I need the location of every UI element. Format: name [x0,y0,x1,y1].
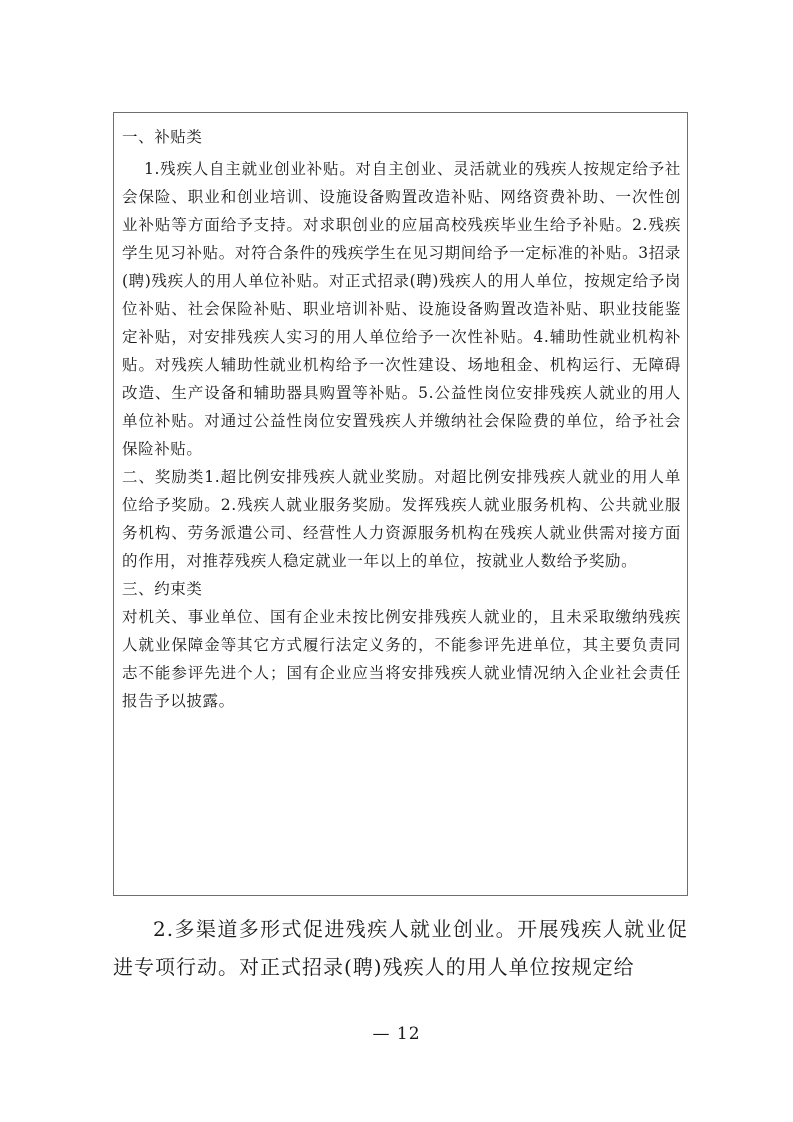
constraint-paragraph: 对机关、事业单位、国有企业未按比例安排残疾人就业的，且未采取缴纳残疾人就业保障金等其它方式履行法定义务的，不能参评先进单位，其主要负责同志不能参评先进个人；国有企业应当将安排残疾人就业情况纳入企业社会责任报告予以披露。 [122,608,681,710]
reward-paragraph: 二、奖励类1.超比例安排残疾人就业奖励。对超比例安排残疾人就业的用人单位给予奖励。2.残疾人就业服务奖励。发挥残疾人就业服务机构、公共就业服务机构、劳务派遣公司、经营性人力资源服务机构在残疾人就业供需对接方面的作用，对推荐残疾人稳定就业一年以上的单位，按就业人数给予奖励。 [122,468,681,570]
policy-text-box-content [122,123,681,715]
subsidy-paragraph: 1.残疾人自主就业创业补贴。对自主创业、灵活就业的残疾人按规定给予社会保险、职业和创业培训、设施设备购置改造补贴、网络资费补助、一次性创业补贴等方面给予支持。对求职创业的应届高校残疾毕业生给予补贴。2.残疾学生见习补贴。对符合条件的残疾学生在见习期间给予一定标准的补贴。3招录(聘)残疾人的用人单位补贴。对正式招录(聘)残疾人的用人单位，按规定给予岗位补贴、社会保险补贴、职业培训补贴、设施设备购置改造补贴、职业技能鉴定补贴，对安排残疾人实习的用人单位给予一次性补贴。4.辅助性就业机构补贴。对残疾人辅助性就业机构给予一次性建设、场地租金、机构运行、无障碍改造、生产设备和辅助器具购置等补贴。5.公益性岗位安排残疾人就业的用人单位补贴。对通过公益性岗位安置残疾人并缴纳社会保险费的单位，给予社会保险补贴。 [122,160,682,458]
heading-constraint: 三、约束类 [122,580,203,598]
heading-subsidy: 一、补贴类 [122,128,203,146]
policy-text-box [113,112,688,896]
page-number: — 12 [372,1024,421,1044]
body-paragraph: 2.多渠道多形式促进残疾人就业创业。开展残疾人就业促进专项行动。对正式招录(聘)残疾人的用人单位按规定给 [113,917,688,979]
